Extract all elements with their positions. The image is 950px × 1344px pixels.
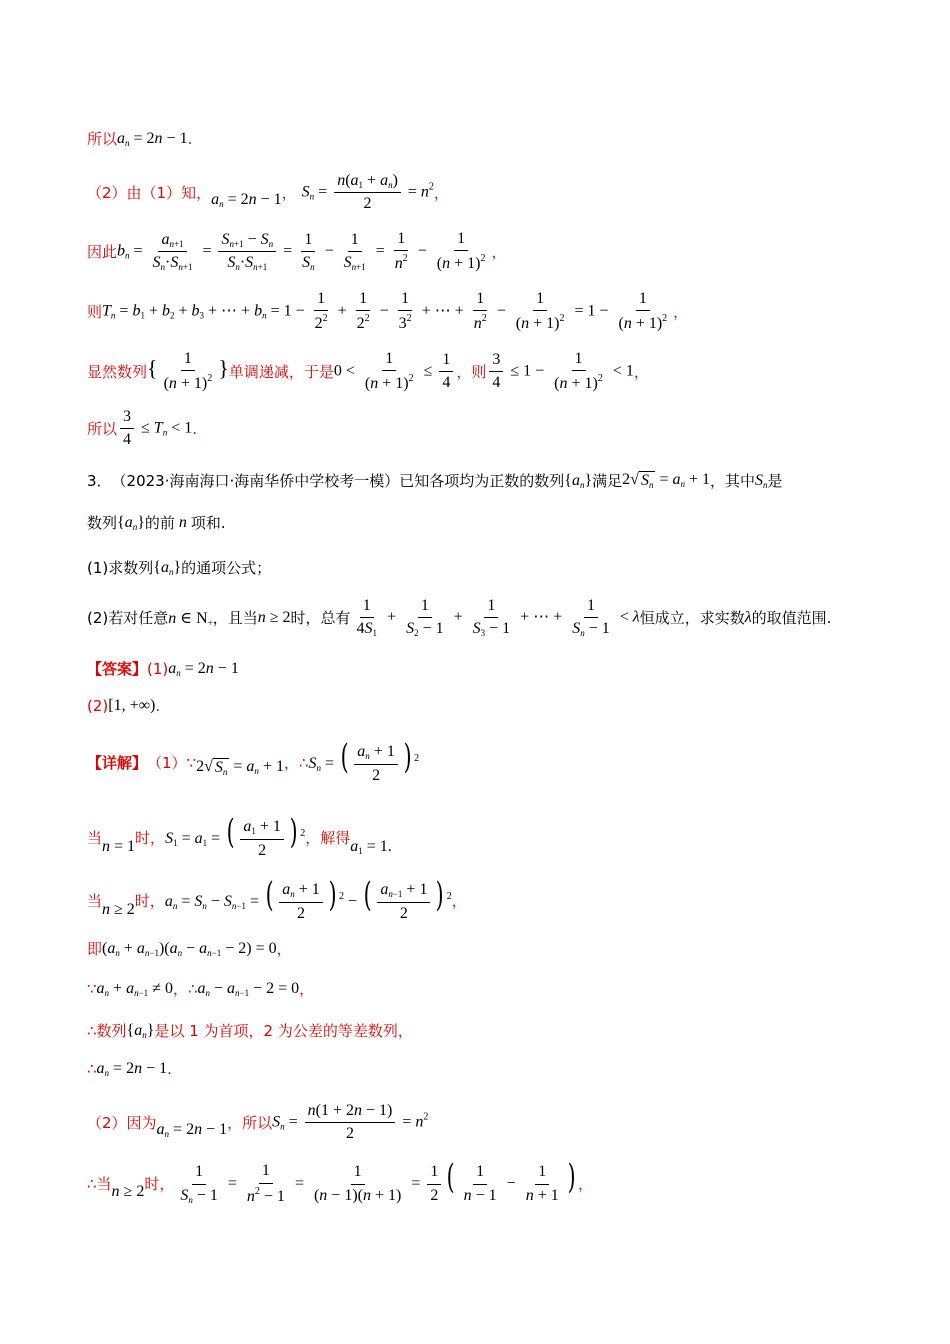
- formula: n = 1: [102, 837, 136, 855]
- solution-line-6: [87, 408, 890, 450]
- formula: $\{a_n\}$: [564, 471, 593, 490]
- question-number: 3．: [87, 472, 112, 490]
- text: ，: [281, 184, 297, 203]
- formula: $\frac{1}{S_n - 1}$ = $\frac{1}{n^2 - 1}$ = $\frac{1}{(n - 1)(n + 1)}$ = $\frac{1}{2}$ ( $\frac{1}{n - 1}$ − $\frac{1}{n + 1}$ ): [180, 1157, 576, 1205]
- text: ，解得: [305, 829, 351, 848]
- text: 是: [767, 472, 783, 490]
- text: 则: [87, 303, 103, 322]
- text: (1)求数列: [87, 559, 154, 577]
- text: （2）因为: [87, 1114, 157, 1133]
- text: 的取值范围.: [751, 609, 832, 628]
- text: 时，总有: [290, 609, 351, 628]
- text: (1): [147, 659, 169, 678]
- text: （2）由（1）知，: [87, 184, 212, 203]
- text: ，: [433, 184, 449, 203]
- text: 所以: [87, 130, 118, 148]
- text: 的通项公式；: [181, 559, 272, 577]
- formula: $a_1 = 1$.: [350, 837, 392, 856]
- text: ，: [491, 243, 507, 262]
- formula: $\{a_n\}$: [126, 1021, 155, 1040]
- detail-line-6: [87, 1020, 890, 1041]
- question-3-part-2: [87, 597, 890, 639]
- solution-line-3: [87, 230, 890, 274]
- formula: $S_n$ = $\frac{n(a_1 + a_n)}{2}$ = $n^2$: [301, 172, 434, 213]
- text: ，: [578, 1174, 594, 1193]
- text: 的前: [144, 514, 175, 532]
- text: 即: [87, 940, 103, 958]
- text: 显然数列: [87, 363, 148, 382]
- formula: 0 < $\frac{1}{(n + 1)^2}$ ≤ $\frac{1}{4}$: [334, 350, 457, 394]
- text: ，其中: [710, 472, 756, 490]
- detail-line-7: [87, 1060, 890, 1078]
- text: 所以: [87, 420, 118, 439]
- text: 项和.: [190, 514, 226, 532]
- detail-line-8: [87, 1102, 890, 1144]
- text: .: [155, 697, 161, 715]
- text: ，: [451, 892, 467, 911]
- text: ，∴: [172, 980, 198, 998]
- text: ，所以: [227, 1114, 273, 1133]
- formula: 2√ $S_n$ = $a_n + 1$: [622, 471, 711, 490]
- formula: $(a_n + a_{n-1})(a_n - a_{n-1} - 2) = 0$: [102, 939, 277, 958]
- text: (2)若对任意: [87, 609, 169, 628]
- text: ∴: [87, 1060, 97, 1078]
- text: 因此: [87, 243, 118, 262]
- formula: $a_n - a_{n-1} - 2 = 0$: [197, 979, 300, 998]
- formula: $S_n$ = ( $\frac{a_n + 1}{2}$ ) $^2$: [308, 737, 420, 784]
- text: ∵: [87, 979, 97, 998]
- text: .: [192, 419, 198, 438]
- text: ，: [673, 303, 689, 322]
- formula: n ≥ 2: [111, 1183, 145, 1201]
- text: 是以 1 为首项，2 为公差的等差数列，: [154, 1022, 413, 1040]
- text: 当: [87, 829, 103, 848]
- formula: { $\frac{1}{(n + 1)^2}$ }: [147, 350, 229, 393]
- text: 单调递减，于是: [228, 363, 334, 382]
- solution-line-5: [87, 350, 890, 394]
- formula: $a_n = 2n - 1$: [211, 190, 282, 209]
- formula: $T_n = b_1 + b_2 + b_3$ + ⋯ + $b_n = 1$ − $\frac{1}{2^2}$ + $\frac{1}{2^2}$ − $\frac{1}{3^2}$ + ⋯ + $\frac{1}{n^2}$ − $\frac{1}{(n + 1)^2}$ = 1 − $\frac{1}{(n + 1)^2}$: [102, 290, 668, 333]
- formula: $a_n = S_n - S_{n-1}$ = ( $\frac{a_n + 1}{2}$ ) $^2$ − ( $\frac{a_{n-1} + 1}{2}$ ) $^2$: [164, 875, 452, 922]
- answer-tag: 【答案】: [87, 660, 148, 678]
- formula: $\frac{3}{4}$ ≤ 1 − $\frac{1}{(n + 1)^2}$ < 1: [486, 350, 634, 394]
- formula: $a_n + a_{n-1} \ne 0$: [96, 979, 173, 998]
- text: 时，: [134, 892, 165, 911]
- formula: λ: [744, 608, 752, 626]
- text: ∴数列: [87, 1022, 127, 1040]
- formula: $\{a_n\}$: [117, 513, 145, 532]
- text: ，且当: [212, 609, 258, 628]
- text: 数列: [87, 514, 118, 532]
- formula: $S_n$: [755, 471, 768, 490]
- formula: $S_1 = a_1$ = ( $\frac{a_1 + 1}{2}$ ) $^2$: [165, 812, 306, 859]
- question-3-line-2: [87, 512, 890, 533]
- formula: 2√ $S_n$ = $a_n + 1$: [196, 758, 284, 778]
- text: 时，: [144, 1174, 175, 1193]
- question-3-line-1: [87, 470, 890, 491]
- detail-tag: 【详解】: [87, 754, 148, 773]
- question-source: （2023·海南海口·海南华侨中学校考一模）: [111, 472, 400, 490]
- question-3-part-1: [87, 557, 890, 578]
- text: 已知各项均为正数的数列: [399, 472, 565, 490]
- detail-line-3: [87, 875, 890, 923]
- formula: $\{a_n\}$: [153, 558, 182, 577]
- formula: n: [174, 513, 191, 531]
- detail-line-5: [87, 978, 890, 999]
- solution-line-1: [87, 128, 890, 149]
- text: ，: [276, 940, 292, 958]
- formula: n ∈ $N_+$: [168, 609, 213, 628]
- text: ，则: [456, 363, 487, 382]
- formula: $b_n$ = $\frac{a_{n+1}}{S_n\cdot S_{n+1}}$ = $\frac{S_{n+1} - S_n}{S_n\cdot S_{n+1}}$ = $\frac{1}{S_n}$ − $\frac{1}{S_{n+1}}$ = $\frac{1}{n^2}$ − $\frac{1}{(n + 1)^2}$: [117, 230, 486, 273]
- text: （1）∵: [147, 754, 197, 773]
- text: ，∴: [283, 754, 309, 773]
- text: 当: [87, 892, 103, 911]
- text: ，: [299, 980, 315, 998]
- text: (2): [87, 697, 109, 715]
- text: 恒成立，求实数: [639, 609, 745, 628]
- formula: n ≥ 2: [257, 608, 291, 626]
- formula: $\frac{3}{4}$ ≤ $T_n < 1$: [117, 408, 192, 450]
- detail-line-1: [87, 737, 890, 785]
- answer-line-1: [87, 658, 890, 679]
- text: 时，: [135, 829, 166, 848]
- text: .: [167, 1060, 172, 1078]
- formula: n ≥ 2: [102, 900, 135, 918]
- detail-line-9: [87, 1157, 890, 1206]
- solution-line-4: [87, 290, 890, 334]
- text: ，: [633, 363, 649, 382]
- formula: $S_n$ = $\frac{n(1 + 2n - 1)}{2}$ = $n^2$: [272, 1102, 429, 1143]
- formula: $a_n = 2n - 1$: [156, 1120, 228, 1139]
- formula: $a_n = 2n - 1$: [168, 659, 239, 678]
- answer-line-2: [87, 697, 890, 715]
- formula: $a_n = 2n - 1$: [96, 1060, 168, 1078]
- formula: $\frac{1}{4S_1}$ + $\frac{1}{S_2 - 1}$ + $\frac{1}{S_3 - 1}$ + ⋯ + $\frac{1}{S_n - 1}$ < λ: [356, 597, 640, 639]
- solution-line-2: [87, 172, 890, 214]
- formula: $a_n = 2n - 1$: [117, 129, 188, 148]
- detail-line-2: [87, 812, 890, 860]
- text: .: [187, 129, 193, 148]
- text: 满足: [592, 472, 623, 490]
- text: ∴当: [87, 1174, 112, 1193]
- detail-line-4: [87, 938, 890, 959]
- formula: [1, +∞): [108, 697, 156, 714]
